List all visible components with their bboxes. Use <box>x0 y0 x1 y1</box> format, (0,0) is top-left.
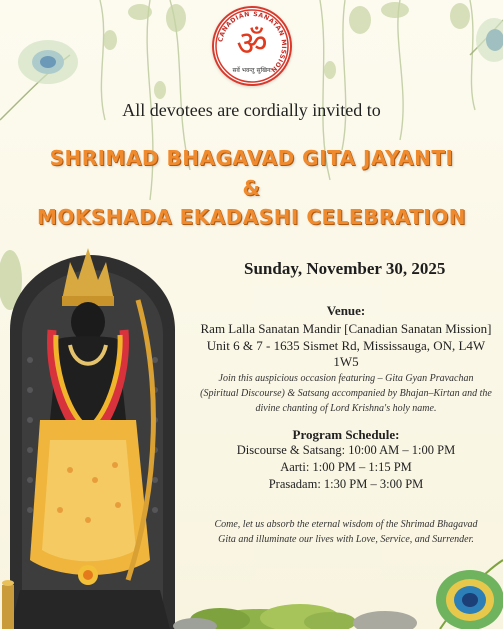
venue-address: Unit 6 & 7 - 1635 Sismet Rd, Mississauga, ON, L4W 1W5 <box>206 338 486 369</box>
logo-tagline: सर्वे भवन्तु सुखिनः <box>232 67 272 74</box>
event-title-line-2: MOKSHADA EKADASHI CELEBRATION <box>37 205 466 229</box>
peacock-feather-icon <box>470 18 503 62</box>
peacock-feather-icon <box>436 560 503 629</box>
description-line: (Spiritual Discourse) & Satsang accompanied by Bhajan–Kirtan and the <box>200 388 492 399</box>
venue-name: Ram Lalla Sanatan Mandir [Canadian Sanatan Mission] <box>200 321 492 336</box>
description-line: divine chanting of Lord Krishna's holy name. <box>255 403 437 414</box>
event-title-ampersand: & <box>242 176 261 200</box>
schedule-item: Prasadam: 1:30 PM – 3:00 PM <box>268 477 424 491</box>
bottom-foliage-decoration <box>173 604 417 629</box>
schedule-item: Aarti: 1:00 PM – 1:15 PM <box>280 460 412 474</box>
logo-ring-text: CANADIAN SANATAN MISSION <box>217 10 288 74</box>
invitation-line: All devotees are cordially invited to <box>122 100 381 120</box>
closing-line: Come, let us absorb the eternal wisdom of the Shrimad Bhagavad <box>214 519 478 530</box>
venue-heading: Venue: <box>326 303 366 318</box>
diya-lamp-icon <box>2 580 14 629</box>
event-description <box>196 371 496 416</box>
deity-idol-image <box>10 248 175 629</box>
om-symbol-icon: ॐ <box>236 24 268 64</box>
schedule-item: Discourse & Satsang: 10:00 AM – 1:00 PM <box>236 443 456 457</box>
canadian-sanatan-mission-logo <box>212 6 292 86</box>
closing-line: Gita and illuminate our lives with Love, Service, and Surrender. <box>218 534 474 545</box>
program-schedule-heading: Program Schedule: <box>292 427 400 442</box>
event-title-line-1: SHRIMAD BHAGAVAD GITA JAYANTI <box>49 146 454 170</box>
closing-message <box>196 517 496 547</box>
event-date: Sunday, November 30, 2025 <box>244 259 446 278</box>
description-line: Join this auspicious occasion featuring – Gita Gyan Pravachan <box>218 373 474 384</box>
